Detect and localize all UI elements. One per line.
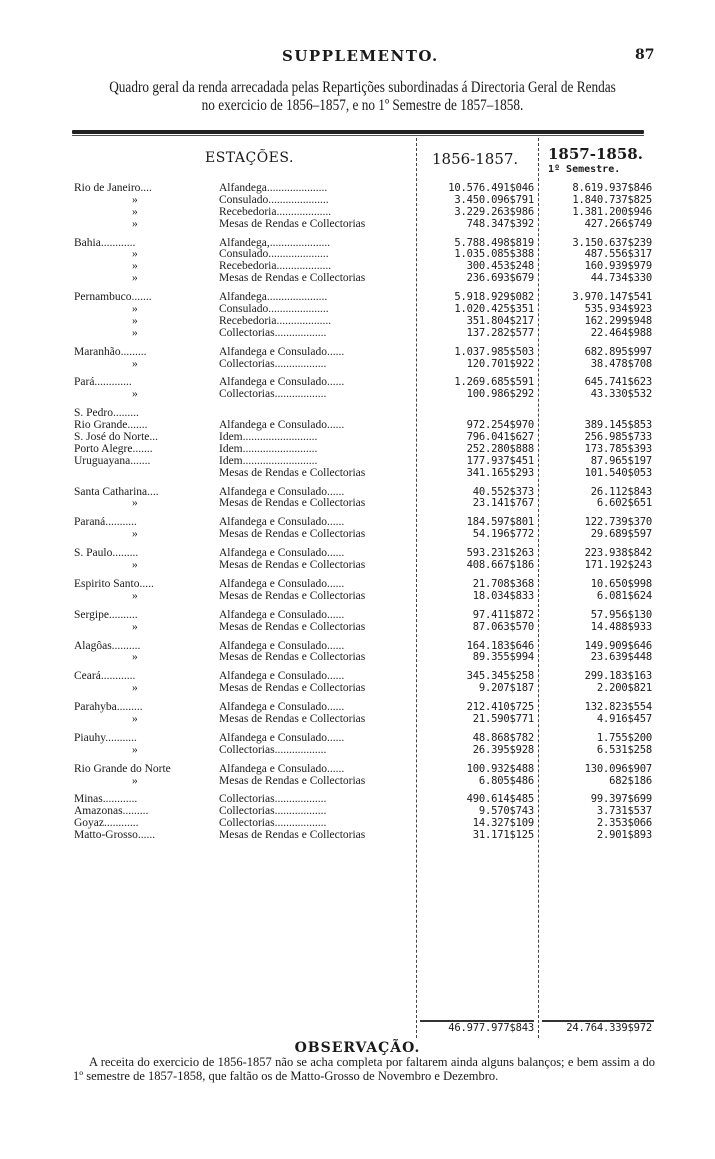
province-cell: »: [132, 590, 138, 602]
table-row: [0, 207, 715, 219]
value-1856-1857-cell: 972.254$970: [466, 419, 534, 432]
value-1857-1858-cell: 149.909$646: [584, 639, 652, 652]
value-1856-1857-cell: 21.590$771: [472, 712, 534, 725]
table-row: [0, 830, 715, 842]
province-cell: »: [132, 621, 138, 633]
value-1857-1858-cell: 487.556$317: [584, 248, 652, 261]
value-1856-1857-cell: 40.552$373: [472, 485, 534, 498]
value-1856-1857-cell: 300.453$248: [466, 260, 534, 273]
table-row: [0, 764, 715, 776]
value-1856-1857-cell: 177.937$451: [466, 454, 534, 467]
observation-title: OBSERVAÇÃO.: [294, 1040, 421, 1056]
value-1857-1858-cell: 43.330$532: [590, 388, 652, 401]
value-1856-1857-cell: 6.805$486: [478, 774, 534, 787]
value-1857-1858-cell: 4.916$457: [596, 712, 652, 725]
table-row: [0, 316, 715, 328]
header-estacoes: ESTAÇÕES.: [205, 150, 294, 166]
value-1857-1858-cell: 29.689$597: [590, 528, 652, 541]
value-1857-1858-cell: 645.741$623: [584, 376, 652, 389]
table-top-rule-thin: [72, 135, 644, 136]
table-row: [0, 610, 715, 622]
office-cell: Collectorias..................: [219, 806, 327, 818]
value-1857-1858-cell: 22.464$988: [590, 326, 652, 339]
office-cell: Alfandega e Consulado......: [219, 732, 345, 744]
province-cell: »: [132, 194, 138, 206]
table-header: [0, 145, 715, 181]
value-1857-1858-cell: 2.901$893: [596, 829, 652, 842]
value-1856-1857-cell: 351.804$217: [466, 314, 534, 327]
table-row: [0, 359, 715, 371]
value-1856-1857-cell: 184.597$801: [466, 516, 534, 529]
province-cell: »: [132, 683, 138, 695]
province-cell: Goyaz............: [74, 818, 139, 830]
total-year2: 24.764.339$972: [566, 1022, 652, 1034]
value-1857-1858-cell: 26.112$843: [590, 485, 652, 498]
value-1856-1857-cell: 9.207$187: [478, 682, 534, 695]
table-row: [0, 498, 715, 510]
value-1857-1858-cell: 6.531$258: [596, 743, 652, 756]
province-cell: »: [132, 249, 138, 261]
value-1856-1857-cell: 89.355$994: [472, 651, 534, 664]
office-cell: Mesas de Rendas e Collectorias: [219, 590, 366, 602]
office-cell: Mesas de Rendas e Collectorias: [219, 218, 366, 230]
province-cell: »: [132, 273, 138, 285]
value-1857-1858-cell: 101.540$053: [584, 466, 652, 479]
value-1856-1857-cell: 796.041$627: [466, 431, 534, 444]
office-cell: Mesas de Rendas e Collectorias: [219, 683, 366, 695]
table-row: [0, 560, 715, 572]
table-body: [0, 183, 715, 842]
value-1857-1858-cell: 6.081$624: [596, 589, 652, 602]
office-cell: Alfandega e Consulado......: [219, 609, 345, 621]
table-row: [0, 529, 715, 541]
value-1857-1858-cell: 132.823$554: [584, 701, 652, 714]
office-cell: Collectorias..................: [219, 358, 327, 370]
office-cell: Recebedoria...................: [219, 315, 332, 327]
office-cell: Alfandega e Consulado......: [219, 346, 345, 358]
province-cell: »: [132, 327, 138, 339]
table-row: [0, 714, 715, 726]
value-1856-1857-cell: 54.196$772: [472, 528, 534, 541]
province-cell: Rio Grande do Norte: [74, 763, 171, 775]
value-1856-1857-cell: 252.280$888: [466, 442, 534, 455]
value-1856-1857-cell: 14.327$109: [472, 817, 534, 830]
value-1856-1857-cell: 137.282$577: [466, 326, 534, 339]
table-row: [0, 456, 715, 468]
province-cell: Ceará............: [74, 671, 136, 683]
page-number: 87: [635, 47, 655, 63]
table-row: [0, 776, 715, 788]
office-cell: Collectorias..................: [219, 327, 327, 339]
province-cell: »: [132, 529, 138, 541]
value-1856-1857-cell: 31.171$125: [472, 829, 534, 842]
value-1856-1857-cell: 48.868$782: [472, 731, 534, 744]
header-year-1857-1858: 1857-1858.: [548, 145, 643, 163]
value-1857-1858-cell: 1.381.200$946: [572, 205, 652, 218]
value-1857-1858-cell: 130.096$907: [584, 762, 652, 775]
office-cell: Alfandega.....................: [219, 292, 328, 304]
province-cell: Matto-Grosso......: [74, 830, 156, 842]
value-1857-1858-cell: 223.938$842: [584, 547, 652, 560]
province-cell: Porto Alegre.......: [74, 443, 153, 455]
province-cell: Sergipe..........: [74, 609, 138, 621]
province-cell: Rio Grande.......: [74, 420, 148, 432]
office-cell: Mesas de Rendas e Collectorias: [219, 529, 366, 541]
province-cell: Pernambuco.......: [74, 292, 152, 304]
value-1857-1858-cell: 8.619.937$846: [572, 182, 652, 194]
province-cell: Santa Catharina....: [74, 486, 159, 498]
value-1856-1857-cell: 345.345$258: [466, 670, 534, 683]
province-cell: »: [132, 261, 138, 273]
value-1856-1857-cell: 236.693$679: [466, 272, 534, 285]
value-1857-1858-cell: 173.785$393: [584, 442, 652, 455]
value-1856-1857-cell: 3.229.263$986: [454, 205, 534, 218]
office-cell: Alfandega e Consulado......: [219, 763, 345, 775]
province-cell: »: [132, 358, 138, 370]
office-cell: Collectorias..................: [219, 818, 327, 830]
value-1857-1858-cell: 6.602$651: [596, 497, 652, 510]
office-cell: Mesas de Rendas e Collectorias: [219, 652, 366, 664]
value-1856-1857-cell: 1.020.425$351: [454, 303, 534, 316]
running-title: SUPPLEMENTO.: [282, 47, 439, 65]
value-1856-1857-cell: 100.986$292: [466, 388, 534, 401]
province-cell: »: [132, 218, 138, 230]
value-1857-1858-cell: 682$186: [609, 774, 652, 787]
table-row: [0, 745, 715, 757]
office-cell: Mesas de Rendas e Collectorias: [219, 560, 366, 572]
running-head: [0, 47, 715, 67]
value-1856-1857-cell: 3.450.096$791: [454, 193, 534, 206]
value-1857-1858-cell: 38.478$708: [590, 357, 652, 370]
office-cell: Alfandega.....................: [219, 183, 328, 194]
province-cell: Amazonas.........: [74, 806, 149, 818]
province-cell: »: [132, 560, 138, 572]
value-1857-1858-cell: 171.192$243: [584, 559, 652, 572]
observation-text: A receita do exercicio de 1856-1857 não se acha completa por faltarem ainda alguns balanços; e bem assim a do 1º semestre de 1857-1858, que faltão os de Matto-Grosso de Novembro e Dezembro.: [73, 1055, 655, 1083]
office-cell: Alfandega e Consulado......: [219, 702, 345, 714]
office-cell: Collectorias..................: [219, 389, 327, 401]
value-1856-1857-cell: 1.035.085$388: [454, 248, 534, 261]
table-row: [0, 273, 715, 285]
province-cell: »: [132, 304, 138, 316]
value-1857-1858-cell: 2.200$821: [596, 682, 652, 695]
value-1857-1858-cell: 3.731$537: [596, 805, 652, 818]
value-1856-1857-cell: 120.701$922: [466, 357, 534, 370]
province-cell: »: [132, 775, 138, 787]
table-row: [0, 652, 715, 664]
value-1857-1858-cell: 10.650$998: [590, 577, 652, 590]
table-row: [0, 195, 715, 207]
value-1857-1858-cell: 44.734$330: [590, 272, 652, 285]
office-cell: Collectorias..................: [219, 794, 327, 806]
province-cell: Bahia............: [74, 237, 136, 249]
office-cell: Alfandega,.....................: [219, 237, 331, 249]
province-cell: Paraná...........: [74, 517, 137, 529]
office-cell: Recebedoria...................: [219, 206, 332, 218]
office-cell: Consulado.....................: [219, 249, 329, 261]
value-1857-1858-cell: 256.985$733: [584, 431, 652, 444]
value-1856-1857-cell: 21.708$368: [472, 577, 534, 590]
header-year-1856-1857: 1856-1857.: [432, 150, 519, 168]
table-row: [0, 347, 715, 359]
province-cell: »: [132, 389, 138, 401]
value-1857-1858-cell: 1.755$200: [596, 731, 652, 744]
value-1856-1857-cell: 1.269.685$591: [454, 376, 534, 389]
totals-row: [0, 1023, 715, 1037]
province-cell: S. Pedro.........: [74, 408, 139, 420]
value-1857-1858-cell: 389.145$853: [584, 419, 652, 432]
office-cell: Mesas de Rendas e Collectorias: [219, 775, 366, 787]
value-1857-1858-cell: 162.299$948: [584, 314, 652, 327]
province-cell: S. Paulo.........: [74, 548, 139, 560]
value-1856-1857-cell: 26.395$928: [472, 743, 534, 756]
office-cell: Idem..........................: [219, 443, 318, 455]
value-1857-1858-cell: 57.956$130: [590, 608, 652, 621]
office-cell: Alfandega e Consulado......: [219, 420, 345, 432]
value-1856-1857-cell: 100.932$488: [466, 762, 534, 775]
province-cell: »: [132, 744, 138, 756]
caption-line-1: Quadro geral da renda arrecadada pelas Repartições subordinadas á Directoria Geral de Rendas: [109, 79, 616, 96]
province-cell: Piauhy...........: [74, 732, 137, 744]
province-cell: Parahyba.........: [74, 702, 143, 714]
office-cell: Alfandega e Consulado......: [219, 377, 345, 389]
province-cell: »: [132, 315, 138, 327]
value-1856-1857-cell: 9.570$743: [478, 805, 534, 818]
value-1856-1857-cell: 5.918.929$082: [454, 291, 534, 304]
office-cell: Alfandega e Consulado......: [219, 548, 345, 560]
value-1857-1858-cell: 2.353$066: [596, 817, 652, 830]
value-1856-1857-cell: 5.788.498$819: [454, 236, 534, 249]
value-1856-1857-cell: 490.614$485: [466, 793, 534, 806]
office-cell: Mesas de Rendas e Collectorias: [219, 830, 366, 842]
value-1857-1858-cell: 87.965$197: [590, 454, 652, 467]
value-1856-1857-cell: 593.231$263: [466, 547, 534, 560]
table-row: [0, 733, 715, 745]
value-1857-1858-cell: 3.150.637$239: [572, 236, 652, 249]
office-cell: Alfandega e Consulado......: [219, 640, 345, 652]
province-cell: »: [132, 713, 138, 725]
province-cell: Maranhão.........: [74, 346, 147, 358]
table-row: [0, 468, 715, 480]
table-row: [0, 219, 715, 231]
table-row: [0, 622, 715, 634]
province-cell: Espirito Santo.....: [74, 578, 154, 590]
value-1856-1857-cell: 748.347$392: [466, 217, 534, 230]
total-year1: 46.977.977$843: [448, 1022, 534, 1034]
office-cell: Collectorias..................: [219, 744, 327, 756]
value-1857-1858-cell: 1.840.737$825: [572, 193, 652, 206]
value-1856-1857-cell: 212.410$725: [466, 701, 534, 714]
table-row: [0, 328, 715, 340]
table-top-rule: [72, 130, 644, 134]
value-1856-1857-cell: 1.037.985$503: [454, 345, 534, 358]
value-1857-1858-cell: 682.895$997: [584, 345, 652, 358]
office-cell: Mesas de Rendas e Collectorias: [219, 621, 366, 633]
value-1857-1858-cell: 535.934$923: [584, 303, 652, 316]
value-1856-1857-cell: 23.141$767: [472, 497, 534, 510]
table-row: [0, 591, 715, 603]
value-1857-1858-cell: 160.939$979: [584, 260, 652, 273]
table-row: [0, 389, 715, 401]
table-row: [0, 683, 715, 695]
value-1857-1858-cell: 3.970.147$541: [572, 291, 652, 304]
office-cell: Consulado.....................: [219, 194, 329, 206]
value-1857-1858-cell: 299.183$163: [584, 670, 652, 683]
office-cell: Consulado.....................: [219, 304, 329, 316]
province-cell: Pará.............: [74, 377, 132, 389]
office-cell: Mesas de Rendas e Collectorias: [219, 273, 366, 285]
value-1856-1857-cell: 10.576.491$046: [448, 182, 534, 194]
province-cell: S. José do Norte...: [74, 432, 159, 444]
office-cell: Idem..........................: [219, 455, 318, 467]
province-cell: Uruguayana.......: [74, 455, 151, 467]
office-cell: Mesas de Rendas e Collectorias: [219, 467, 366, 479]
office-cell: Idem..........................: [219, 432, 318, 444]
office-cell: Alfandega e Consulado......: [219, 517, 345, 529]
value-1857-1858-cell: 427.266$749: [584, 217, 652, 230]
office-cell: Alfandega e Consulado......: [219, 671, 345, 683]
value-1857-1858-cell: 23.639$448: [590, 651, 652, 664]
province-cell: »: [132, 498, 138, 510]
value-1856-1857-cell: 97.411$872: [472, 608, 534, 621]
value-1857-1858-cell: 122.739$370: [584, 516, 652, 529]
province-cell: »: [132, 206, 138, 218]
value-1856-1857-cell: 164.183$646: [466, 639, 534, 652]
value-1856-1857-cell: 341.165$293: [466, 466, 534, 479]
office-cell: Mesas de Rendas e Collectorias: [219, 498, 366, 510]
value-1856-1857-cell: 87.063$570: [472, 620, 534, 633]
office-cell: Alfandega e Consulado......: [219, 578, 345, 590]
value-1857-1858-cell: 14.488$933: [590, 620, 652, 633]
office-cell: Mesas de Rendas e Collectorias: [219, 713, 366, 725]
office-cell: Recebedoria...................: [219, 261, 332, 273]
table-caption: [95, 79, 630, 115]
header-first-semester: 1º Semestre.: [548, 164, 621, 175]
caption-line-2: no exercicio de 1856–1857, e no 1º Semestre de 1857–1858.: [201, 97, 524, 114]
office-cell: Alfandega e Consulado......: [219, 486, 345, 498]
value-1857-1858-cell: 99.397$699: [590, 793, 652, 806]
value-1856-1857-cell: 18.034$833: [472, 589, 534, 602]
province-cell: Minas............: [74, 794, 138, 806]
province-cell: Rio de Janeiro....: [74, 183, 152, 194]
province-cell: Alagôas..........: [74, 640, 141, 652]
value-1856-1857-cell: 408.667$186: [466, 559, 534, 572]
province-cell: »: [132, 652, 138, 664]
